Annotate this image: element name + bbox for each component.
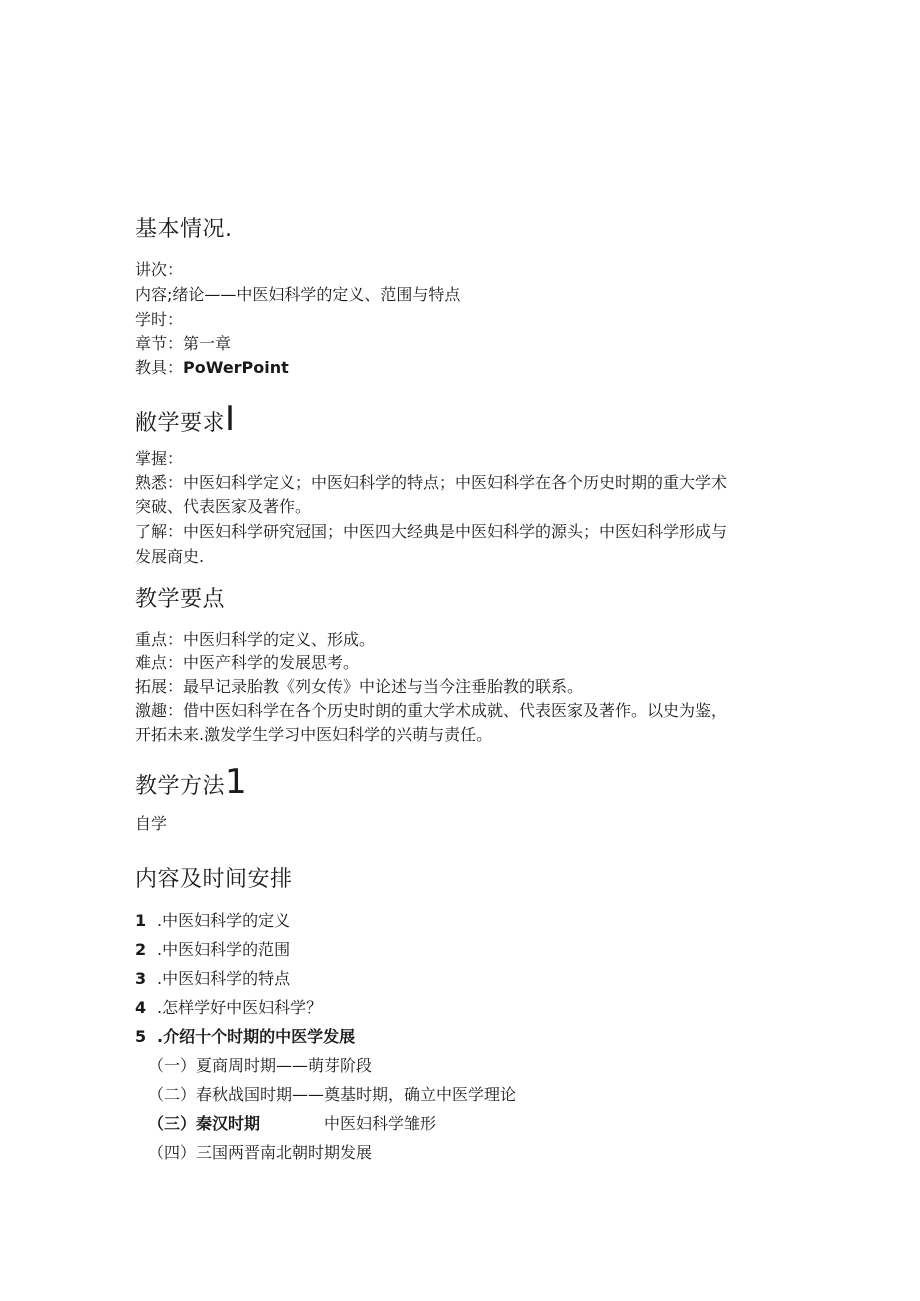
methods-value: 自学 [135,814,168,833]
tools-label: 教具： [135,358,184,377]
sub-list-item: （二）春秋战国时期——奠基时期，确立中医学理论 [148,1085,517,1104]
section-heading-key-points: 教学要点 [135,587,226,612]
master-line: 掌握： [135,449,184,468]
familiar-line-2: 突破、代表医家及著作。 [135,497,312,516]
sub-list-item-tail: 中医妇科学雏形 [324,1114,437,1133]
list-item [135,1026,355,1048]
list-item-number: 5 [135,1027,147,1046]
requirements-heading-mark: I [225,399,236,439]
focus-line: 重点：中医归科学的定义、形成。 [135,630,376,649]
content-line: 内容;绪论——中医妇科学的定义、范围与特点 [135,285,461,304]
methods-heading-mark: 1 [225,762,248,802]
list-item [135,910,290,932]
understand-line-1: 了解：中医妇科学研究冠国；中医四大经典是中医妇科学的源头；中医妇科学形成与 [135,522,728,541]
list-item-text: .怎样学好中医妇科学？ [157,998,323,1017]
list-item [135,968,290,990]
list-item-text: .介绍十个时期的中医学发展 [157,1027,356,1046]
extension-line: 拓展：最早记录胎教《列女传》中论述与当今注垂胎教的联系。 [135,677,584,696]
list-item-number: 2 [135,940,147,959]
chapter-line: 章节：第一章 [135,334,232,353]
tools-line [135,357,289,379]
section-heading-basic: 基本情况. [135,217,233,242]
list-item-number: 4 [135,998,147,1017]
interest-line-1: 激趣：借中医妇科学在各个历史时朗的重大学术成就、代表医家及著作。以史为鉴， [135,701,728,720]
list-item [135,997,322,1019]
interest-line-2: 开拓未来.激发学生学习中医妇科学的兴萌与责任。 [135,725,493,744]
lecture-line: 讲次： [135,260,184,279]
methods-heading-text: 教学方法 [135,774,226,799]
tools-value: PoWerPoint [183,358,289,377]
understand-line-2: 发展商史. [135,547,205,566]
list-item-text: .中医妇科学的特点 [157,969,291,988]
familiar-line-1: 熟悉：中医妇科学定义；中医妇科学的特点；中医妇科学在各个历史时期的重大学术 [135,473,728,492]
difficulty-line: 难点：中医产科学的发展思考。 [135,653,360,672]
list-item-number: 3 [135,969,147,988]
sub-list-item-title: （三）秦汉时期 [148,1114,261,1133]
section-heading-schedule: 内容及时间安排 [135,867,293,892]
list-item-text: .中医妇科学的范围 [157,940,291,959]
list-item [135,939,290,961]
section-heading-requirements [135,399,236,439]
hours-line: 学时： [135,310,184,329]
section-heading-methods [135,762,248,802]
requirements-heading-text: 敝学要求 [135,411,226,436]
sub-list-item: （一）夏商周时期——萌芽阶段 [148,1056,373,1075]
list-item-number: 1 [135,911,147,930]
list-item-text: .中医妇科学的定义 [157,911,291,930]
sub-list-item: （四）三国两晋南北朝时期发展 [148,1143,373,1162]
sub-list-item [148,1113,436,1135]
